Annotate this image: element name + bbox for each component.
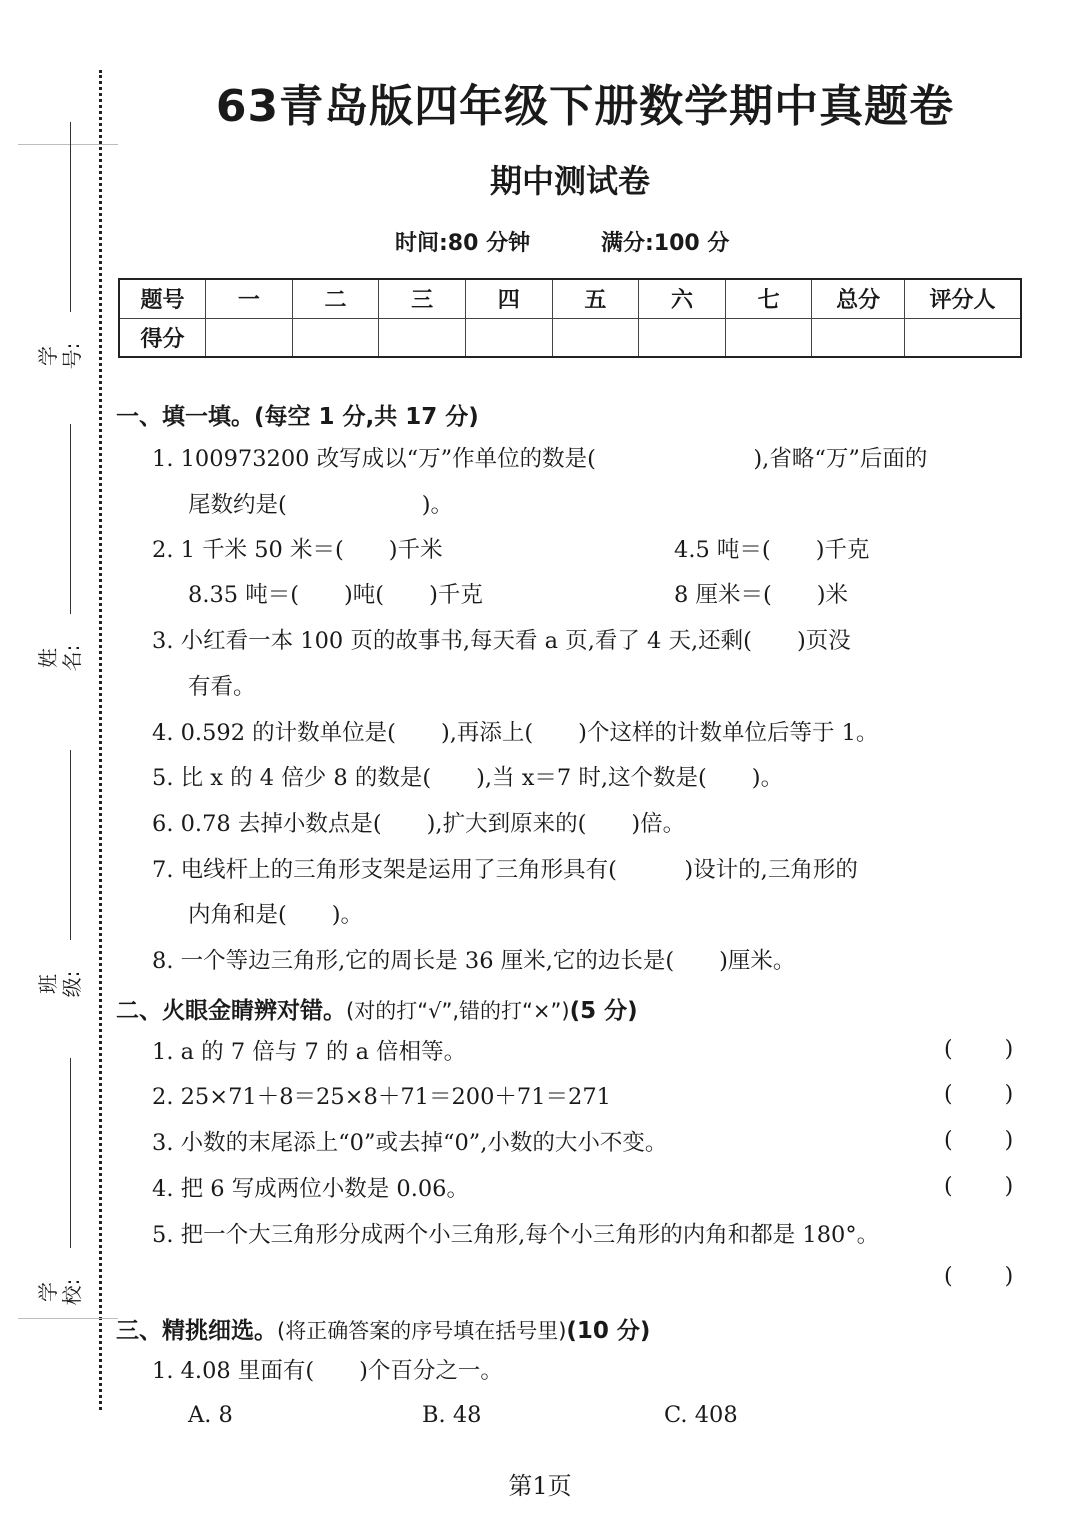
paren-close: ) [1004,1174,1014,1199]
score-header-cell: 四 [465,279,552,318]
judge-item: 3. 小数的末尾添上“0”或去掉“0”,小数的大小不变。 [152,1130,668,1156]
question-line: 2. 1 千米 50 米＝( )千米 [152,537,443,563]
score-table [118,278,1022,358]
question-line: 有看。 [188,674,256,700]
binding-blank-line [70,750,71,940]
binding-label: 班级: [36,970,84,998]
choice-option-b[interactable]: B. 48 [422,1402,482,1428]
question-line: 8 厘米＝( )米 [674,582,849,608]
section-2-title-text: 二、火眼金睛辨对错。 [116,998,346,1024]
binding-field-student-id[interactable] [30,110,92,380]
score-row-label: 得分 [119,318,206,357]
question-line: 4.5 吨＝( )千克 [674,537,870,563]
question-line: 3. 小红看一本 100 页的故事书,每天看 a 页,看了 4 天,还剩( )页没 [152,628,851,654]
section-1-title: 一、填一填。(每空 1 分,共 17 分) [116,404,479,430]
section-3-note: (将正确答案的序号填在括号里) [277,1319,567,1343]
score-header-cell: 五 [552,279,639,318]
section-2-note: (对的打“√”,错的打“×”) [346,999,570,1023]
choice-option-c[interactable]: C. 408 [664,1402,738,1428]
score-header-cell: 评分人 [904,279,1021,318]
score-table-score-row [119,318,1021,357]
section-3-title-text: 三、精挑细选。 [116,1318,277,1344]
score-cell[interactable] [725,318,812,357]
binding-label: 姓名: [36,644,84,672]
page-subtitle: 期中测试卷 [489,162,650,200]
score-table-header-row [119,279,1021,318]
paren-close: ) [1004,1128,1014,1153]
paren-open: ( [944,1174,953,1199]
paren-open: ( [944,1264,953,1289]
answer-paren[interactable] [944,1174,1022,1199]
binding-dotted-line [99,70,102,1410]
score-cell[interactable] [904,318,1021,357]
choice-option-a[interactable]: A. 8 [188,1402,233,1428]
page-title: 63青岛版四年级下册数学期中真题卷 [215,81,955,132]
answer-paren[interactable] [944,1128,1022,1153]
judge-item: 2. 25×71＋8＝25×8＋71＝200＋71＝271 [152,1084,611,1110]
question-line: 1. 100973200 改写成以“万”作单位的数是( ),省略“万”后面的 [152,446,928,472]
score-cell[interactable] [206,318,293,357]
score-header-cell: 二 [292,279,379,318]
question-line: 6. 0.78 去掉小数点是( ),扩大到原来的( )倍。 [152,811,686,837]
judge-item: 5. 把一个大三角形分成两个小三角形,每个小三角形的内角和都是 180°。 [152,1222,880,1248]
question-line: 8.35 吨＝( )吨( )千克 [188,582,483,608]
score-cell[interactable] [465,318,552,357]
score-header-cell: 三 [379,279,466,318]
answer-paren[interactable] [944,1037,1022,1062]
section-2-score: (5 分) [569,998,638,1024]
paren-open: ( [944,1037,953,1062]
binding-label: 学号: [36,342,84,370]
score-header-cell: 题号 [119,279,206,318]
choice-question: 1. 4.08 里面有( )个百分之一。 [152,1358,503,1384]
paren-open: ( [944,1082,953,1107]
paren-close: ) [1004,1082,1014,1107]
score-cell[interactable] [812,318,905,357]
score-cell[interactable] [552,318,639,357]
question-line: 尾数约是( )。 [188,492,454,518]
question-line: 内角和是( )。 [188,902,364,928]
question-line: 4. 0.592 的计数单位是( ),再添上( )个这样的计数单位后等于 1。 [152,720,879,746]
score-cell[interactable] [639,318,726,357]
score-cell[interactable] [379,318,466,357]
answer-paren[interactable] [944,1082,1022,1107]
judge-item: 1. a 的 7 倍与 7 的 a 倍相等。 [152,1039,467,1065]
binding-field-school[interactable] [30,1046,92,1316]
paren-close: ) [1004,1037,1014,1062]
question-line: 5. 比 x 的 4 倍少 8 的数是( ),当 x＝7 时,这个数是( )。 [152,765,784,791]
binding-blank-line [70,1058,71,1248]
score-cell[interactable] [292,318,379,357]
section-3-score: (10 分) [566,1318,651,1344]
score-header-cell: 一 [206,279,293,318]
margin-rule-bottom [18,1318,118,1319]
score-header-cell: 六 [639,279,726,318]
exam-time: 时间:80 分钟 [395,231,531,256]
score-header-cell: 七 [725,279,812,318]
judge-item: 4. 把 6 写成两位小数是 0.06。 [152,1176,469,1202]
binding-field-name[interactable] [30,412,92,682]
section-2-title [116,992,638,1025]
page-number: 第1页 [508,1472,572,1500]
binding-blank-line [70,122,71,312]
question-line: 8. 一个等边三角形,它的周长是 36 厘米,它的边长是( )厘米。 [152,948,796,974]
binding-blank-line [70,424,71,614]
paren-open: ( [944,1128,953,1153]
answer-paren[interactable] [944,1264,1022,1289]
paren-close: ) [1004,1264,1014,1289]
score-header-cell: 总分 [812,279,905,318]
section-3-title [116,1312,650,1345]
binding-field-class[interactable] [30,738,92,1008]
question-line: 7. 电线杆上的三角形支架是运用了三角形具有( )设计的,三角形的 [152,857,858,883]
binding-label: 学校: [36,1278,84,1306]
exam-full-score: 满分:100 分 [601,231,730,256]
